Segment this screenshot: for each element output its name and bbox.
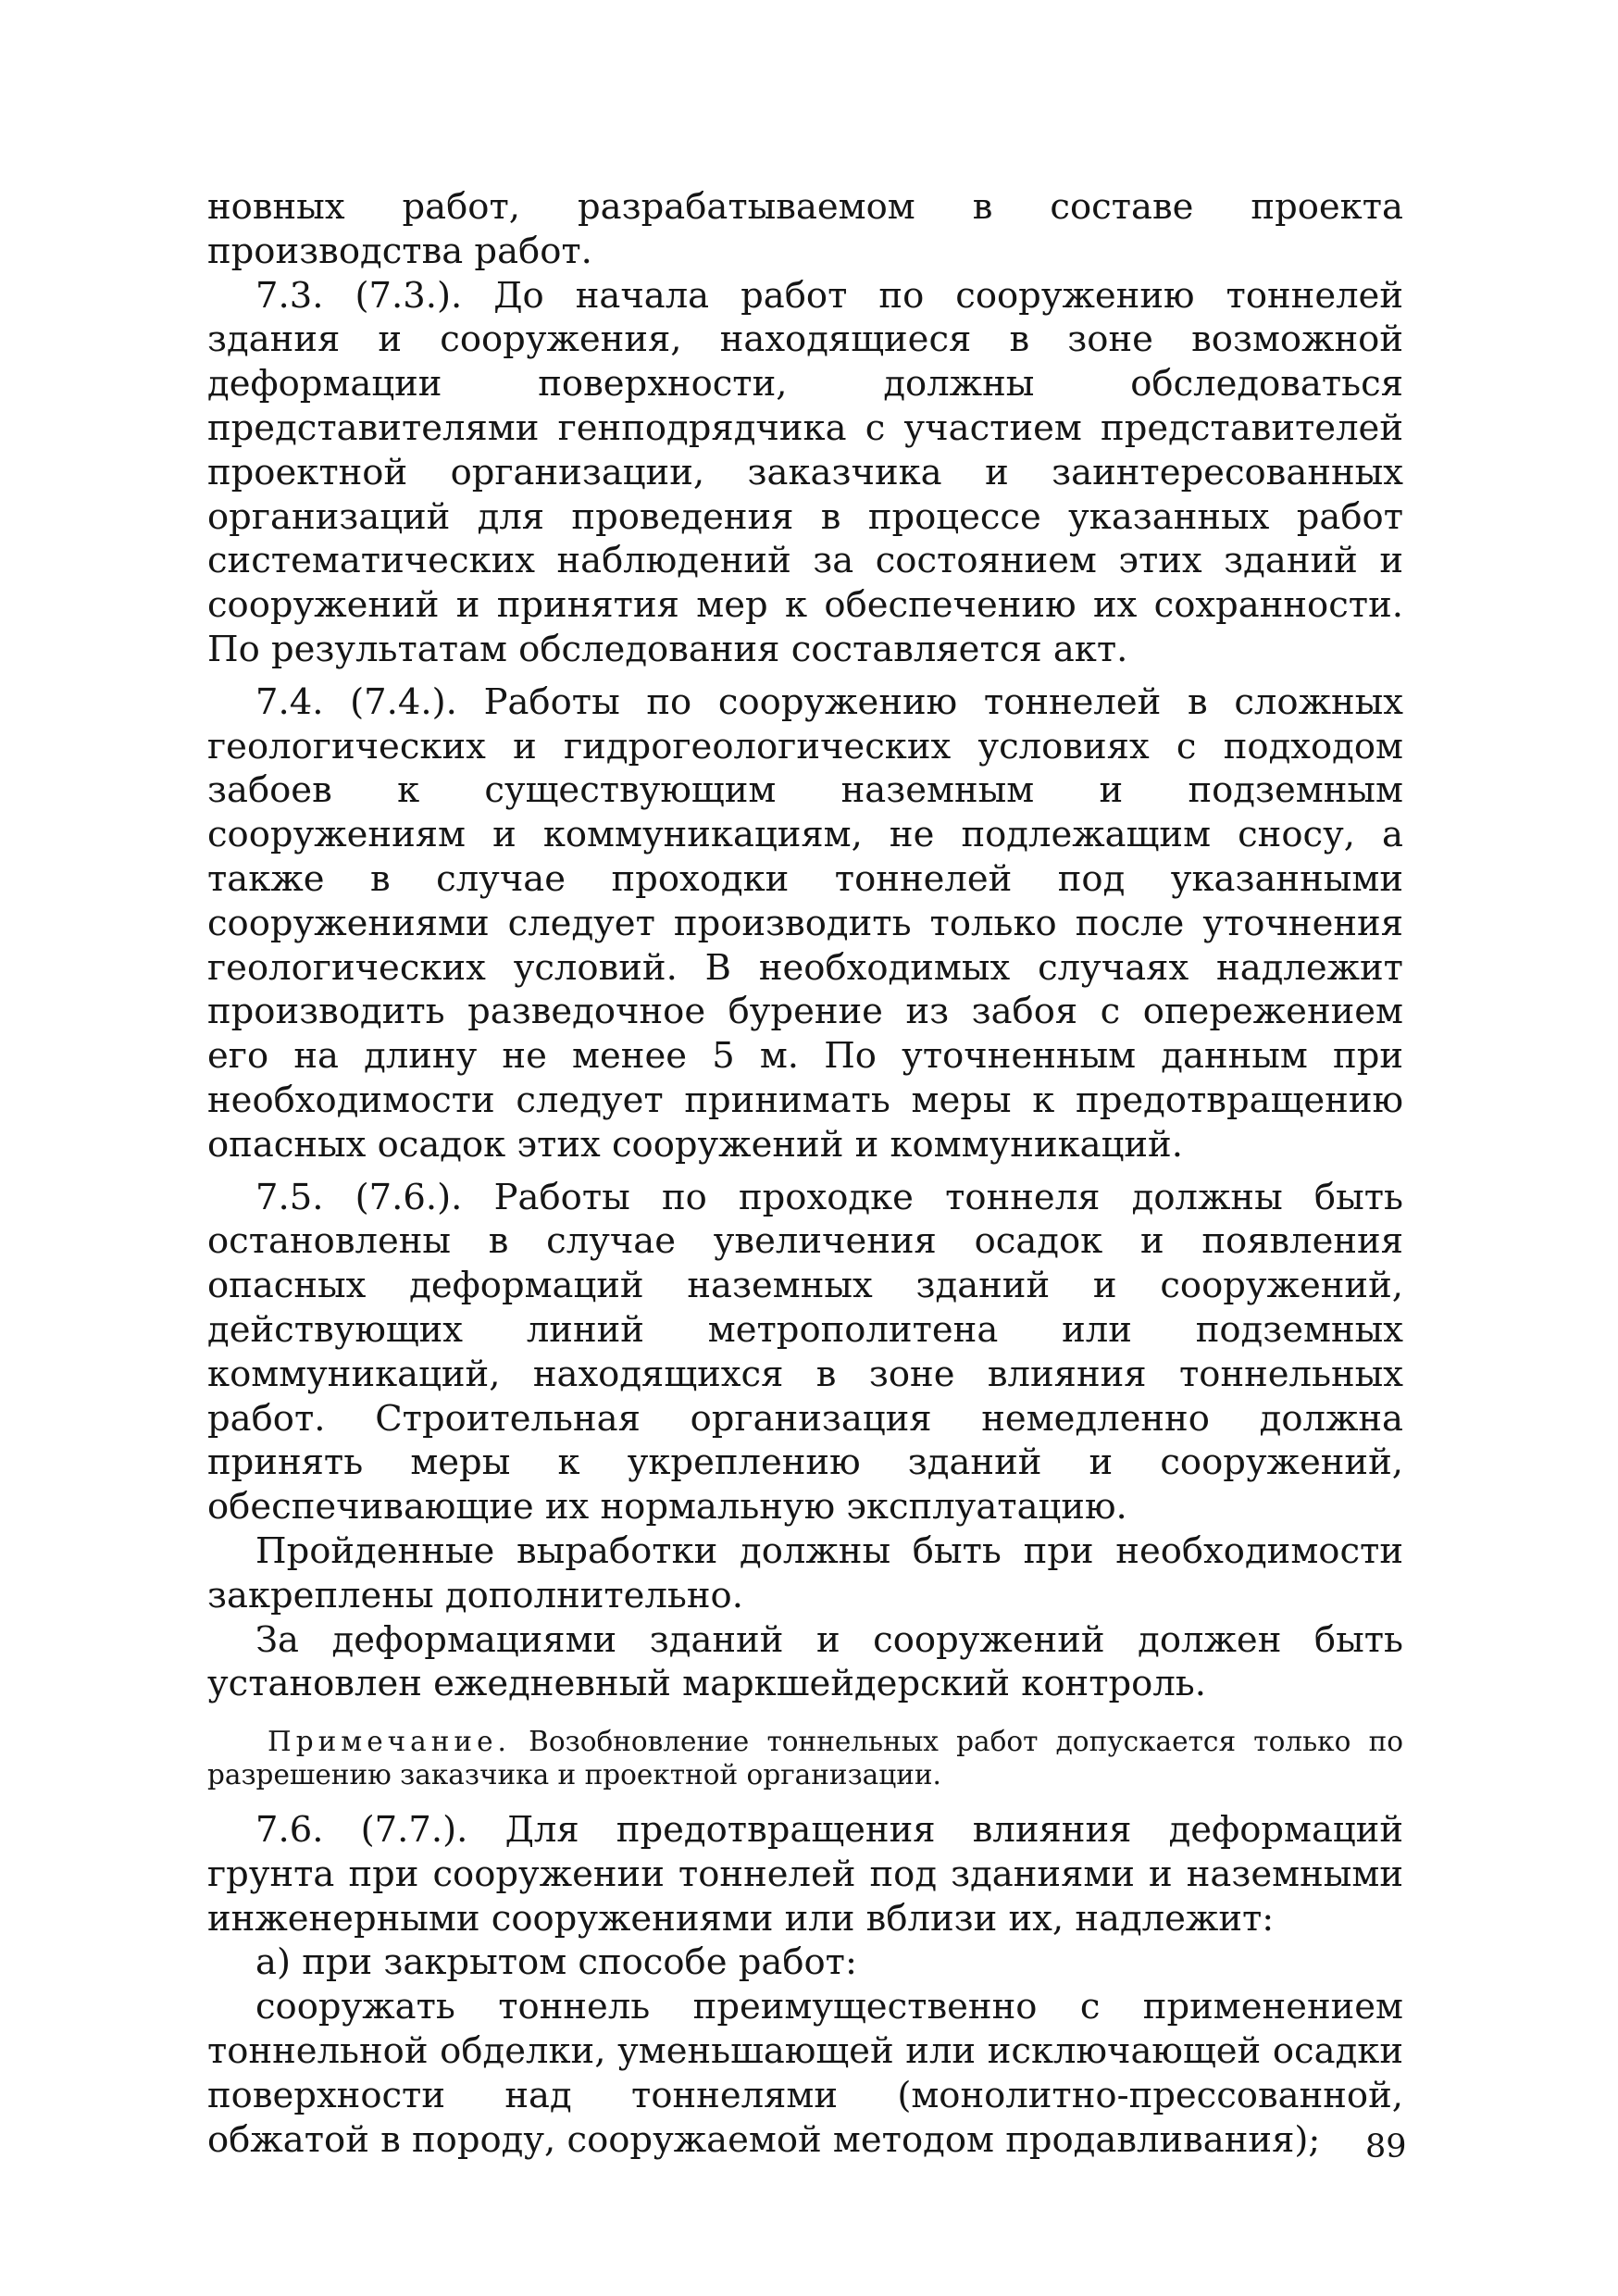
- paragraph-excavations: Пройденные выработки должны быть при необходимости закреплены дополнительно.: [207, 1529, 1403, 1616]
- clause-7-6: 7.6. (7.7.). Для предотвращения влияния деформаций грунта при сооружении тоннелей под зданиями и наземными инженерными сооружениями или вблизи их, надлежит:: [207, 1809, 1403, 1940]
- note: [207, 1725, 1403, 1791]
- paragraph-tunnel-lining: сооружать тоннель преимущественно с применением тоннельной обделки, уменьшающей или исключающей осадки поверхности над тоннелями (монолитно-прессованной, обжатой в породу, сооружаемой методом продавливания);: [207, 1986, 1403, 2161]
- clause-7-4: 7.4. (7.4.). Работы по сооружению тоннелей в сложных геологических и гидрогеологических условиях с подходом забоев к существующим наземным и подземным сооружениям и коммуникациям, не подлежащим сносу, а также в случае проходки тоннелей под указанными сооружениями следует производить только после уточнения геологических условий. В необходимых случаях надлежит производить разведочное бурение из забоя с опережением его на длину не менее 5 м. По уточненным данным при необходимости следует принимать меры к предотвращению опасных осадок этих сооружений и коммуникаций.: [207, 680, 1403, 1166]
- note-heading: Примечание.: [268, 1726, 511, 1758]
- paragraph-survey-control: За деформациями зданий и сооружений должен быть установлен ежедневный маркшейдерский контроль.: [207, 1618, 1403, 1705]
- item-a: а) при закрытом способе работ:: [255, 1941, 857, 1984]
- paragraph-continuation: новных работ, разрабатываемом в составе проекта производства работ.: [207, 186, 1403, 272]
- note-text: Возобновление тоннельных работ допускается только по разрешению заказчика и проектной организации.: [207, 1726, 1403, 1791]
- page-body: [207, 185, 1403, 2162]
- page-number: 89: [1365, 2128, 1407, 2165]
- clause-7-5: 7.5. (7.6.). Работы по проходке тоннеля должны быть остановлены в случае увеличения осадок и появления опасных деформаций наземных зданий и сооружений, действующих линий метрополитена или подземных коммуникаций, находящихся в зоне влияния тоннельных работ. Строительная организация немедленно должна принять меры к укреплению зданий и сооружений, обеспечивающие их нормальную эксплуатацию.: [207, 1176, 1403, 1529]
- clause-7-3: 7.3. (7.3.). До начала работ по сооружению тоннелей здания и сооружения, находящиеся в зоне возможной деформации поверхности, должны обследоваться представителями генподрядчика с участием представителей проектной организации, заказчика и заинтересованных организаций для проведения в процессе указанных работ систематических наблюдений за состоянием этих зданий и сооружений и принятия мер к обеспечению их сохранности. По результатам обследования составляется акт.: [207, 274, 1403, 670]
